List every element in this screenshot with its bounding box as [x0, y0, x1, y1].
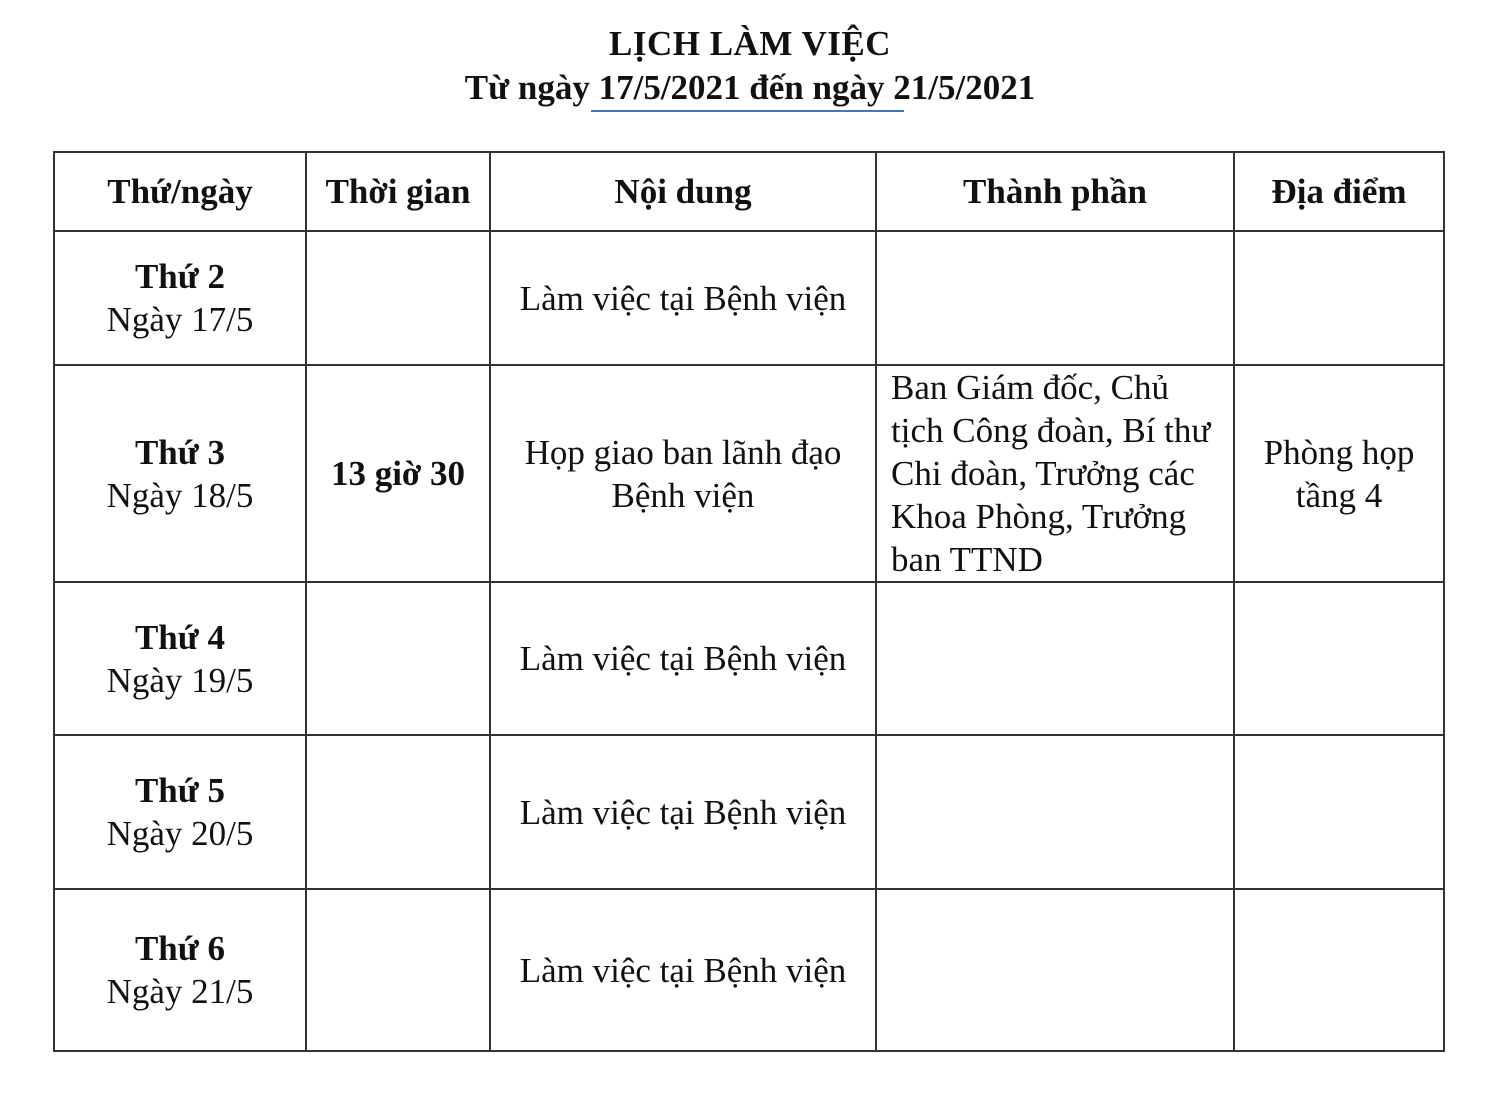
location-cell	[1234, 582, 1444, 735]
header-location: Địa điểm	[1234, 152, 1444, 231]
day-name: Thứ 3	[134, 432, 226, 472]
day-date: Ngày 19/5	[106, 660, 254, 700]
header-participants: Thành phần	[876, 152, 1234, 231]
table-row	[54, 582, 1444, 735]
time-cell	[306, 582, 490, 735]
content-cell: Làm việc tại Bệnh viện	[490, 231, 876, 365]
table-header-row	[54, 152, 1444, 231]
location-cell: Phòng họp tầng 4	[1234, 365, 1444, 582]
table-row	[54, 735, 1444, 889]
day-date: Ngày 21/5	[106, 972, 254, 1011]
header-content: Nội dung	[490, 152, 876, 231]
document-subtitle: Từ ngày 17/5/2021 đến ngày 21/5/2021	[464, 68, 1036, 107]
participants-cell	[876, 582, 1234, 735]
document-title: LỊCH LÀM VIỆC	[608, 24, 891, 63]
subtitle-underline	[591, 110, 904, 112]
day-date: Ngày 20/5	[106, 814, 254, 853]
participants-cell	[876, 231, 1234, 365]
content-cell: Làm việc tại Bệnh viện	[490, 889, 876, 1051]
document-header	[0, 22, 1500, 110]
day-date: Ngày 18/5	[106, 475, 254, 515]
day-name: Thứ 5	[134, 771, 226, 810]
time-cell: 13 giờ 30	[306, 365, 490, 582]
participants-cell	[876, 889, 1234, 1051]
day-cell	[54, 889, 306, 1051]
day-name: Thứ 4	[134, 617, 226, 657]
content-cell: Họp giao ban lãnh đạo Bệnh viện	[490, 365, 876, 582]
header-day: Thứ/ngày	[54, 152, 306, 231]
content-cell: Làm việc tại Bệnh viện	[490, 582, 876, 735]
day-name: Thứ 2	[134, 257, 226, 296]
schedule-table	[53, 151, 1445, 1052]
day-cell	[54, 735, 306, 889]
day-date: Ngày 17/5	[106, 300, 254, 339]
day-name: Thứ 6	[134, 929, 226, 968]
table-row	[54, 231, 1444, 365]
table-row	[54, 365, 1444, 582]
day-cell	[54, 582, 306, 735]
table-row	[54, 889, 1444, 1051]
content-cell: Làm việc tại Bệnh viện	[490, 735, 876, 889]
location-cell	[1234, 889, 1444, 1051]
header-time: Thời gian	[306, 152, 490, 231]
participants-cell: Ban Giám đốc, Chủ tịch Công đoàn, Bí thư Chi đoàn, Trưởng các Khoa Phòng, Trưởng ban TTND	[876, 365, 1234, 582]
time-cell	[306, 231, 490, 365]
day-cell	[54, 365, 306, 582]
location-cell	[1234, 231, 1444, 365]
time-cell	[306, 889, 490, 1051]
location-cell	[1234, 735, 1444, 889]
time-cell	[306, 735, 490, 889]
participants-cell	[876, 735, 1234, 889]
day-cell	[54, 231, 306, 365]
